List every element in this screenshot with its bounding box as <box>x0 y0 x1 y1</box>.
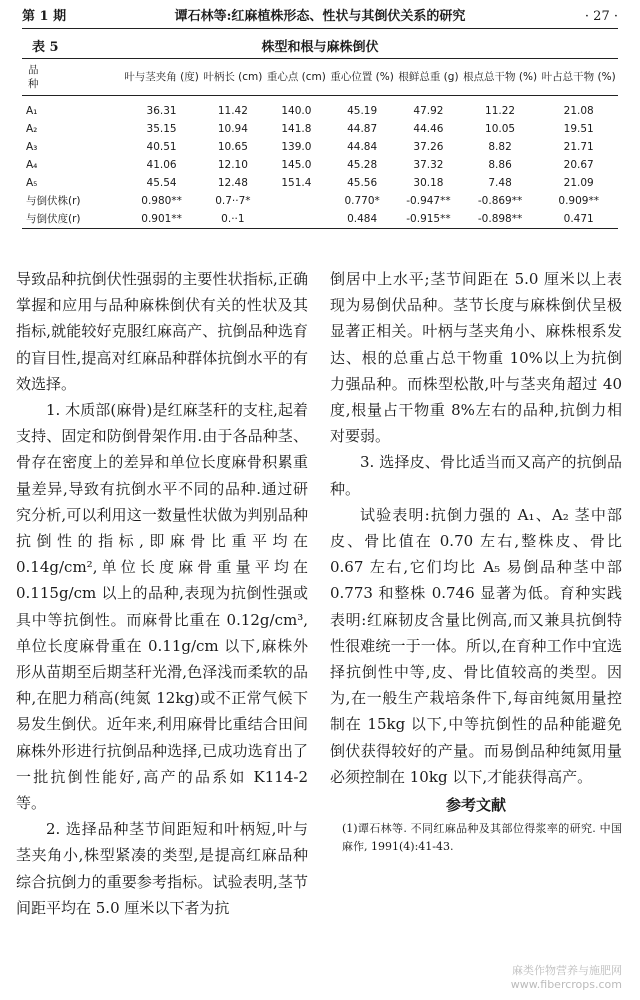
column-header: 叶占总干物 (%) <box>539 59 618 96</box>
table-cell: 7.48 <box>488 177 512 189</box>
table-cell: 47.92 <box>413 105 444 117</box>
table-cell: 40.51 <box>146 141 177 153</box>
table-cell: -0.915** <box>406 213 451 225</box>
table-cell: 与倒伏度(r) <box>26 213 81 225</box>
table-cell: A₄ <box>26 159 38 171</box>
table-row <box>22 96 618 121</box>
table-cell: 44.84 <box>347 141 378 153</box>
column-header: 重心点 (cm) <box>265 59 329 96</box>
data-table <box>22 58 618 229</box>
table-cell: 141.8 <box>281 123 312 135</box>
issue-number: 第 1 期 <box>22 9 67 24</box>
watermark <box>511 964 622 992</box>
table-cell: 21.09 <box>563 177 594 189</box>
table-cell: 45.56 <box>347 177 378 189</box>
body-paragraph: 1. 木质部(麻骨)是红麻茎秆的支柱,起着支持、固定和防倒骨架作用.由于各品种茎、骨存在密度上的差异和单位长度麻骨积累重量差异,导致有抗倒水平不同的品种.通过研究分析,可以利用这一数量性状做为判别品种抗倒性的指标,即麻骨比重平均在 0.14g/cm²,单位长度麻骨重量平均在 0.115g/cm 以上的品种,表现为抗倒性强或具中等抗倒性。而麻骨比重在 0.12g/cm³,单位长度麻骨重在 0.11g/cm 以下,麻株外形从苗期至后期茎秆光滑,色泽浅而柔软的品种,在肥力稍高(纯氮 12kg)或不正常气候下易发生倒伏。近年来,利用麻骨比重结合田间麻株外形进行抗倒品种选择,已成功选育出了一批抗倒性能好,高产的品系如 K114-2 等。 <box>16 401 308 813</box>
table-cell: 10.05 <box>485 123 516 135</box>
column-header: 根点总干物 (%) <box>461 59 540 96</box>
table-cell: A₁ <box>26 105 38 117</box>
table-cell: 44.46 <box>413 123 444 135</box>
table-cell: 41.06 <box>146 159 177 171</box>
table-cell: 0.484 <box>347 213 378 225</box>
table-cell: 145.0 <box>281 159 312 171</box>
table-cell: 45.28 <box>347 159 378 171</box>
column-header: 叶与茎夹角 (度) <box>122 59 201 96</box>
table-cell <box>265 210 329 229</box>
body-paragraph: 导致品种抗倒伏性强弱的主要性状指标,正确掌握和应用与品种麻株倒伏有关的性状及其指标,就能较好克服红麻高产、抗倒品种选育的盲目性,提高对红麻品种群体抗倒水平的有效选择。 <box>16 270 308 393</box>
table-row <box>22 156 618 174</box>
body-paragraph: 倒居中上水平;茎节间距在 5.0 厘米以上表现为易倒伏品种。茎节长度与麻株倒伏呈极显著正相关。叶柄与茎夹角小、麻株根系发达、根的总重占总干物重 10%以上为抗倒力强品种。而株型松散,叶与茎夹角超过 40 度,根量占干物重 8%左右的品种,抗倒力相对要弱。 <box>330 270 622 446</box>
table-cell: 21.08 <box>563 105 594 117</box>
watermark-url: www.fibercrops.com <box>510 978 622 991</box>
table-cell: 与倒伏株(r) <box>26 195 81 207</box>
table-cell: 151.4 <box>281 177 312 189</box>
table-number: 表 5 <box>32 40 59 55</box>
table-cell: 45.19 <box>347 105 378 117</box>
table-cell: 21.71 <box>563 141 594 153</box>
table-cell: 0.909** <box>558 195 599 207</box>
table-cell: 0.770* <box>344 195 380 207</box>
table-cell: 10.65 <box>217 141 248 153</box>
watermark-title: 麻类作物营养与施肥网 <box>512 964 622 977</box>
table-cell: 45.54 <box>146 177 177 189</box>
body-paragraph: 2. 选择品种茎节间距短和叶柄短,叶与茎夹角小,株型紧凑的类型,是提高红麻品种综合抗倒力的重要参考指标。试验表明,茎节间距平均在 5.0 厘米以下者为抗 <box>16 820 308 917</box>
table-cell: A₃ <box>26 141 38 153</box>
table-header-row <box>22 59 618 96</box>
table-row <box>22 120 618 138</box>
table-cell: 37.26 <box>413 141 444 153</box>
table-cell: 36.31 <box>146 105 177 117</box>
column-header: 重心位置 (%) <box>328 59 396 96</box>
table-cell: 20.67 <box>563 159 594 171</box>
running-header <box>22 6 618 29</box>
table-cell: 8.86 <box>488 159 512 171</box>
page-number: · 27 · <box>584 9 618 24</box>
table-cell: 8.82 <box>488 141 512 153</box>
table-cell: 19.51 <box>563 123 594 135</box>
table-cell: -0.898** <box>477 213 523 225</box>
table-row <box>22 138 618 156</box>
table-cell: 0.··1 <box>221 213 245 225</box>
table-caption <box>22 36 618 54</box>
table-cell: 10.94 <box>217 123 248 135</box>
left-text-column <box>16 266 308 921</box>
references-heading: 参考文献 <box>445 796 506 815</box>
table-cell: A₂ <box>26 123 38 135</box>
running-title: 谭石林等:红麻植株形态、性状与其倒伏关系的研究 <box>174 9 466 24</box>
column-header: 品 种 <box>22 59 122 96</box>
table-cell: A₅ <box>26 177 38 189</box>
table-cell: 30.18 <box>413 177 444 189</box>
table-row <box>22 192 618 210</box>
table-cell: 37.32 <box>413 159 444 171</box>
table-cell: 0.471 <box>563 213 594 225</box>
body-paragraph: 试验表明:抗倒力强的 A₁、A₂ 茎中部皮、骨比值在 0.70 左右,整株皮、骨比 0.67 左右,它们均比 A₅ 易倒品种茎中部 0.773 和整株 0.746 显著为低。育种实践表明:红麻韧皮含量比例高,而又兼具抗倒特性很难统一于一体。所以,在育种工作中宜选择抗倒性中等,皮、骨比值较高的类型。因为,在一般生产栽培条件下,每亩纯氮用量控制在 15kg 以下,中等抗倒性的品种能避免倒伏获得较好的产量。而易倒品种纯氮用量必须控制在 10kg 以下,才能获得高产。 <box>330 505 622 786</box>
table-cell: 44.87 <box>347 123 378 135</box>
table-cell: 0.980** <box>141 195 182 207</box>
table-cell: 140.0 <box>281 105 312 117</box>
reference-item: (1)谭石林等. 不同红麻品种及其部位得浆率的研究. 中国麻作, 1991(4):41-43. <box>342 822 622 854</box>
table-cell: 12.10 <box>217 159 248 171</box>
table-cell: 12.48 <box>217 177 248 189</box>
table-cell: 35.15 <box>146 123 177 135</box>
body-paragraph: 3. 选择皮、骨比适当而又高产的抗倒品种。 <box>330 453 622 498</box>
table-cell <box>265 192 329 210</box>
column-header: 叶柄长 (cm) <box>201 59 265 96</box>
table-cell: 139.0 <box>281 141 312 153</box>
column-header: 根鲜总重 (g) <box>396 59 461 96</box>
table-cell: -0.869** <box>477 195 523 207</box>
table-cell: 11.22 <box>485 105 516 117</box>
table-cell: 0.7··7* <box>215 195 251 207</box>
right-text-column <box>330 266 622 856</box>
table-cell: 11.42 <box>217 105 248 117</box>
table-row <box>22 210 618 229</box>
table-cell: -0.947** <box>406 195 451 207</box>
table-title: 株型和根与麻株倒伏 <box>261 40 379 55</box>
table-row <box>22 174 618 192</box>
table-cell: 0.901** <box>141 213 182 225</box>
